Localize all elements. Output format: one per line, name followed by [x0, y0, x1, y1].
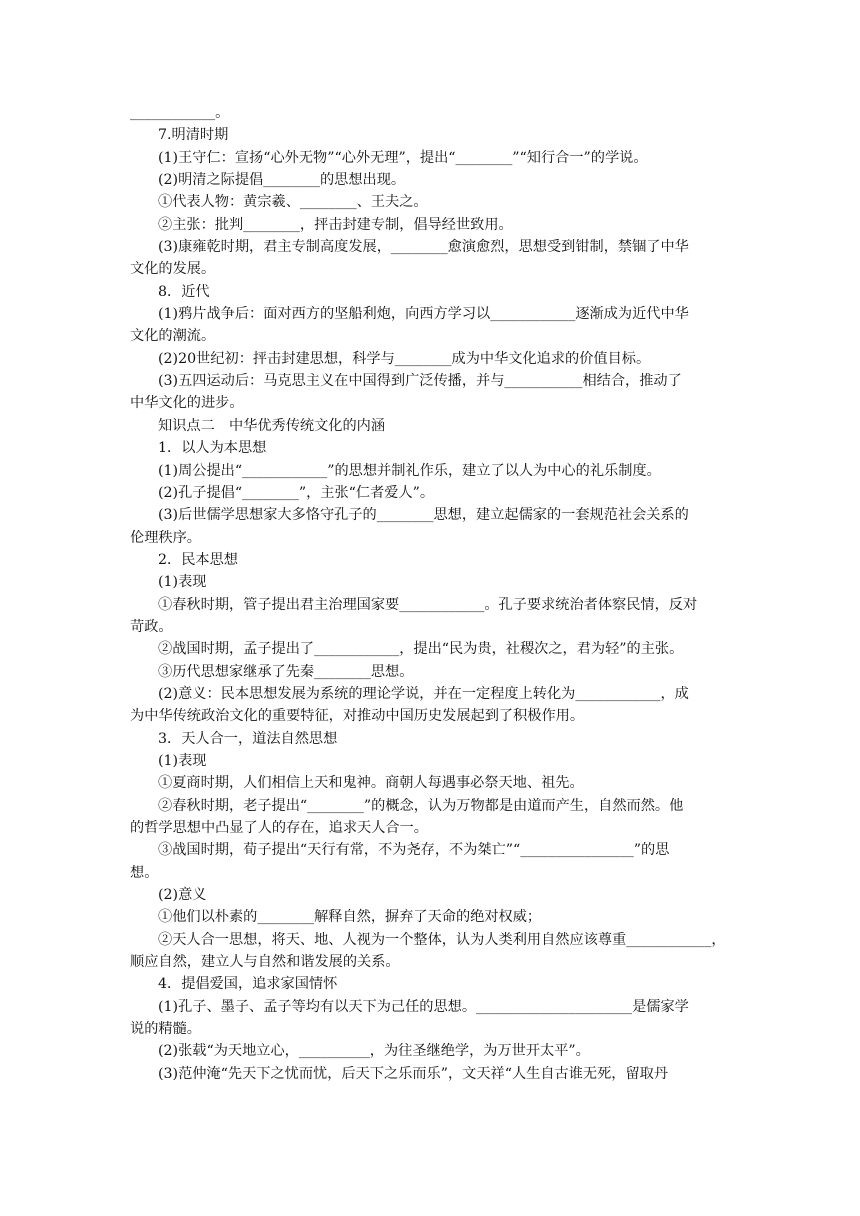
text-line: (1)鸦片战争后：面对西方的坚船利炮，向西方学习以____________逐渐成为近代中华	[158, 306, 689, 323]
text-line: 8．近代	[158, 283, 210, 300]
text-line: 4．提倡爱国，追求家国情怀	[158, 976, 338, 993]
text-line: 文化的发展。	[130, 261, 216, 278]
text-line: ①他们以朴素的________解释自然，摒弃了天命的绝对权威；	[158, 909, 542, 926]
text-line: 7.明清时期	[158, 127, 229, 144]
text-line: (3)范仲淹“先天下之忧而忧，后天下之乐而乐”，文天祥“人生自古谁无死，留取丹	[158, 1065, 669, 1082]
text-line: 顺应自然，建立人与自然和谐发展的关系。	[130, 954, 400, 971]
text-line: 2．民本思想	[158, 551, 238, 568]
text-line: 1．以人为本思想	[158, 440, 267, 457]
text-line: ③历代思想家继承了先秦________思想。	[158, 663, 414, 680]
text-line: 说的精髓。	[130, 1021, 201, 1038]
text-line: ②主张：批判________，抨击封建专制，倡导经世致用。	[158, 216, 513, 233]
text-line: (2)明清之际提倡________的思想出现。	[158, 172, 406, 189]
text-line: ①夏商时期，人们相信上天和鬼神。商朝人每遇事必祭天地、祖先。	[158, 775, 584, 792]
text-line: (3)后世儒学思想家大多恪守孔子的________思想，建立起儒家的一套规范社会关系的	[158, 507, 689, 524]
text-line: 为中华传统政治文化的重要特征，对推动中国历史发展起到了积极作用。	[130, 708, 585, 725]
text-line: 伦理秩序。	[130, 529, 201, 546]
text-line: ①春秋时期，管子提出君主治理国家要____________。孔子要求统治者体察民情，反对	[158, 596, 698, 613]
text-line: (2)孔子提倡“________”，主张“仁者爱人”。	[158, 484, 435, 501]
text-line: (2)意义	[158, 887, 207, 904]
text-line: ②天人合一思想，将天、地、人视为一个整体，认为人类利用自然应该尊重____________，	[158, 931, 726, 948]
text-line: (1)王守仁：宣扬“心外无物”“心外无理”，提出“________”“知行合一”的学说。	[158, 149, 648, 166]
text-line: (2)20世纪初：抨击封建思想，科学与________成为中华文化追求的价值目标。	[158, 350, 651, 367]
text-line: 苛政。	[130, 618, 173, 635]
text-line: ③战国时期，荀子提出“天行有常，不为尧存，不为桀亡”“________________”的思	[158, 842, 670, 859]
text-line: (3)五四运动后：马克思主义在中国得到广泛传播，并与___________相结合，推动了	[158, 373, 682, 390]
text-line: 的哲学思想中凸显了人的存在，追求天人合一。	[130, 820, 428, 836]
text-line: (1)表现	[158, 752, 207, 769]
text-line: ②春秋时期，老子提出“________”的概念，认为万物都是由道而产生，自然而然。他	[158, 797, 684, 814]
text-line: 文化的潮流。	[130, 328, 216, 345]
text-line: (2)张载“为天地立心，__________，为往圣继绝学，为万世开太平”。	[158, 1043, 590, 1060]
text-line: (3)康雍乾时期，君主专制高度发展，________愈演愈烈，思想受到钳制，禁锢了中华	[158, 239, 689, 256]
text-line: (2)意义：民本思想发展为系统的理论学说，并在一定程度上转化为____________，成	[158, 685, 689, 702]
text-line: (1)表现	[158, 574, 207, 591]
text-line: ①代表人物：黄宗羲、________、王夫之。	[158, 194, 428, 211]
text-line: 3．天人合一，道法自然思想	[158, 730, 338, 747]
text-line: 中华文化的进步。	[130, 395, 244, 412]
text-line: ②战国时期，孟子提出了____________，提出“民为贵，社稷次之，君为轻”的主张。	[158, 641, 684, 658]
text-line: ____________。	[130, 105, 230, 121]
text-line: 知识点二 中华优秀传统文化的内涵	[158, 417, 386, 434]
text-line: (1)周公提出“____________”的思想并制礼作乐，建立了以人为中心的礼乐制度。	[158, 462, 661, 479]
text-line: 想。	[130, 864, 159, 881]
document-page	[130, 102, 730, 1085]
text-line: (1)孔子、墨子、孟子等均有以天下为己任的思想。______________________是儒家学	[158, 998, 689, 1015]
